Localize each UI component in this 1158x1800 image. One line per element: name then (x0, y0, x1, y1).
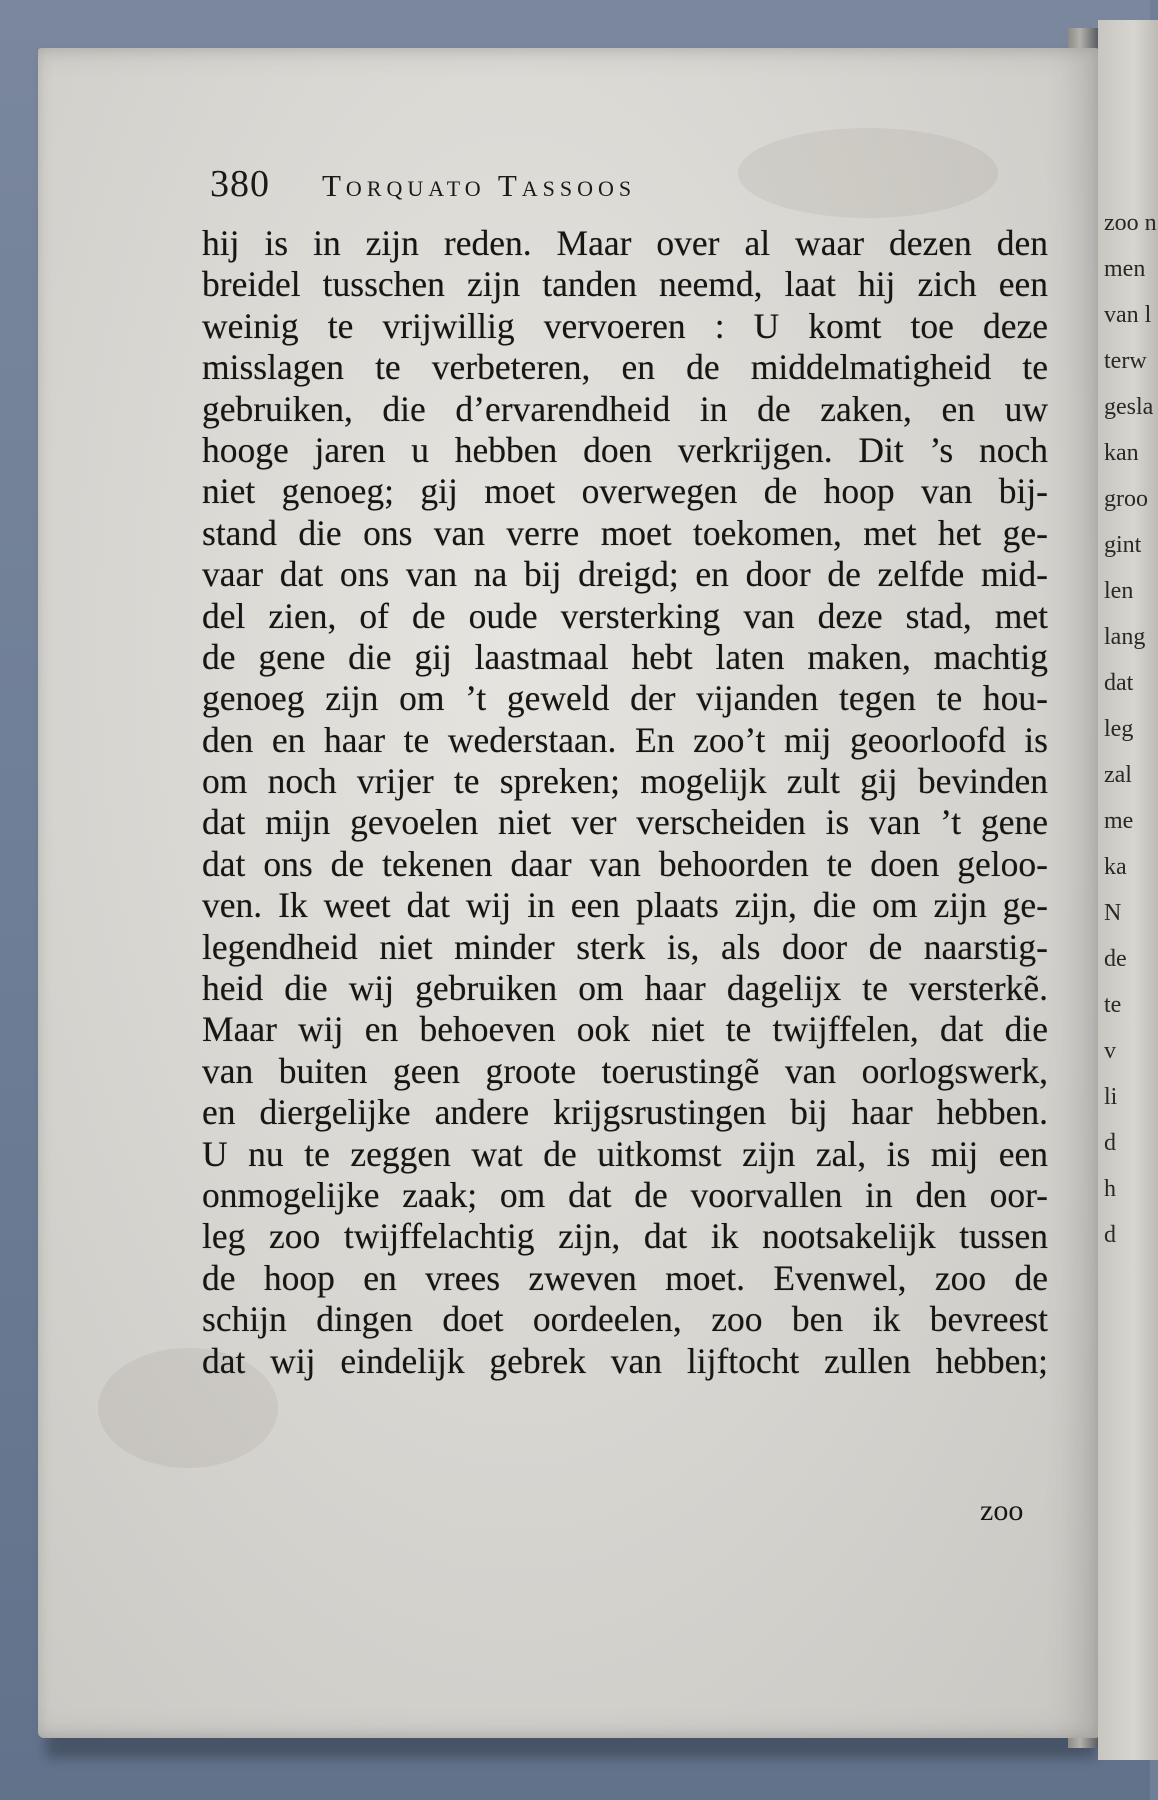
text-line: dat ons de tekenen daar van behoorden te doen geloo- (202, 843, 1048, 884)
text-line: misslagen te verbeteren, en de middelmatigheid te (202, 347, 1048, 388)
text-line: breidel tusschen zijn tanden neemd, laat hij zich een (202, 264, 1048, 305)
page-number: 380 (210, 163, 270, 205)
text-line: schijn dingen doet oordeelen, zoo ben ik bevreest (202, 1299, 1048, 1340)
text-line: den en haar te wederstaan. En zoo’t mij geoorloofd is (202, 719, 1048, 760)
running-head (210, 162, 850, 208)
facing-page-fragment: len (1104, 578, 1134, 604)
facing-page-fragment: li (1104, 1084, 1118, 1110)
facing-page-fragment: h (1104, 1176, 1116, 1202)
facing-page-fragment: me (1104, 808, 1134, 834)
text-line: niet genoeg; gij moet overwegen de hoop van bij- (202, 471, 1048, 512)
text-line: om noch vrijer te spreken; mogelijk zult gij bevinden (202, 761, 1048, 802)
text-line: gebruiken, die d’ervarendheid in de zaken, en uw (202, 388, 1048, 429)
facing-page-fragment: d (1104, 1130, 1116, 1156)
text-line: legendheid niet minder sterk is, als door de naarstig- (202, 926, 1048, 967)
facing-page-fragment: de (1104, 946, 1127, 972)
facing-page-fragment: gint (1104, 532, 1142, 558)
facing-page-fragment: N (1104, 900, 1122, 926)
facing-page-fragment: v (1104, 1038, 1116, 1064)
text-line: Maar wij en behoeven ook niet te twijffelen, dat die (202, 1009, 1048, 1050)
facing-page-fragment: zoo n (1104, 210, 1157, 236)
facing-page-fragment: dat (1104, 670, 1134, 696)
facing-page-fragment: lang (1104, 624, 1146, 650)
facing-page (1098, 20, 1158, 1760)
text-line: en diergelijke andere krijgsrustingen bij haar hebben. (202, 1092, 1048, 1133)
facing-page-text (1098, 200, 1157, 1258)
text-line: vaar dat ons van na bij dreigd; en door de zelfde mid- (202, 554, 1048, 595)
facing-page-fragment: d (1104, 1222, 1116, 1248)
facing-page-fragment: gesla (1104, 394, 1154, 420)
facing-page-fragment: groo (1104, 486, 1148, 512)
text-line: dat wij eindelijk gebrek van lijftocht zullen hebben; (202, 1340, 1048, 1381)
text-line: heid die wij gebruiken om haar dagelijx te versterkẽ. (202, 968, 1048, 1009)
facing-page-fragment: leg (1104, 716, 1134, 742)
facing-page-fragment: te (1104, 992, 1122, 1018)
text-line: hooge jaren u hebben doen verkrijgen. Dit ’s noch (202, 429, 1048, 470)
body-text (202, 223, 1048, 1382)
text-line: U nu te zeggen wat de uitkomst zijn zal, is mij een (202, 1133, 1048, 1174)
facing-page-fragment: van l (1104, 302, 1152, 328)
facing-page-fragment: men (1104, 256, 1146, 282)
text-line: de gene die gij laastmaal hebt laten maken, machtig (202, 636, 1048, 677)
text-line: leg zoo twijffelachtig zijn, dat ik nootsakelijk tussen (202, 1216, 1048, 1257)
text-line: van buiten geen groote toerustingẽ van oorlogswerk, (202, 1050, 1048, 1091)
text-line: stand die ons van verre moet toekomen, met het ge- (202, 512, 1048, 553)
facing-page-fragment: kan (1104, 440, 1139, 466)
text-line: hij is in zijn reden. Maar over al waar dezen den (202, 223, 1048, 263)
text-line: ven. Ik weet dat wij in een plaats zijn, die om zijn ge- (202, 885, 1048, 926)
text-line: dat mijn gevoelen niet ver verscheiden is van ’t gene (202, 802, 1048, 843)
facing-page-fragment: zal (1104, 762, 1132, 788)
facing-page-fragment: terw (1104, 348, 1147, 374)
text-line: onmogelijke zaak; om dat de voorvallen in den oor- (202, 1174, 1048, 1215)
text-line: del zien, of de oude versterking van deze stad, met (202, 595, 1048, 636)
text-line: de hoop en vrees zweven moet. Evenwel, zoo de (202, 1257, 1048, 1298)
catchword: zoo (980, 1494, 1024, 1527)
running-title: Torquato Tassoos (322, 168, 637, 203)
text-line: weinig te vrijwillig vervoeren : U komt toe deze (202, 305, 1048, 346)
text-line: genoeg zijn om ’t geweld der vijanden tegen te hou- (202, 678, 1048, 719)
facing-page-fragment: ka (1104, 854, 1127, 880)
